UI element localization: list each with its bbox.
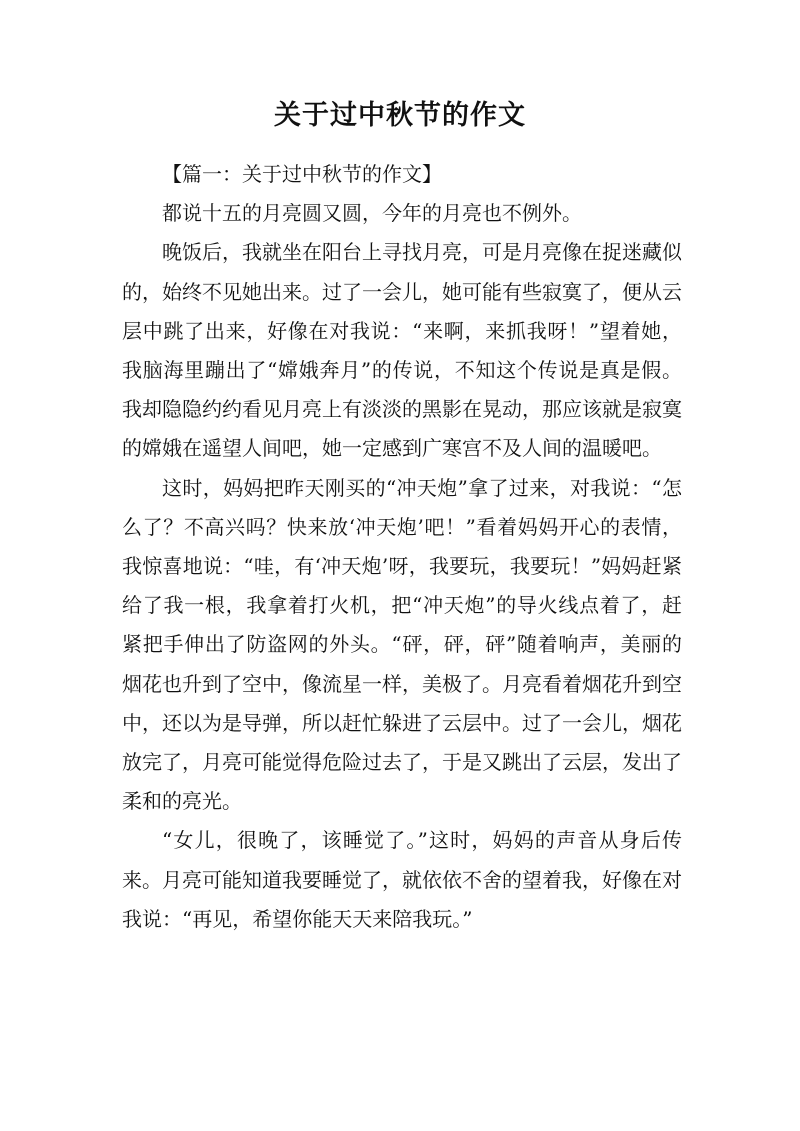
paragraph: 这时，妈妈把昨天刚买的“冲天炮”拿了过来，对我说：“怎么了？不高兴吗？快来放‘冲天炮’吧！”看着妈妈开心的表情，我惊喜地说：“哇，有‘冲天炮’呀，我要玩，我要玩！”妈妈赶紧给了我一根，我拿着打火机，把“冲天炮”的导火线点着了，赶紧把手伸出了防盗网的外头。“砰，砰，砰”随着响声，美丽的烟花也升到了空中，像流星一样，美极了。月亮看着烟花升到空中，还以为是导弹，所以赶忙躲进了云层中。过了一会儿，烟花放完了，月亮可能觉得危险过去了，于是又跳出了云层，发出了柔和的亮光。 [122, 475, 682, 814]
document-body [122, 155, 682, 939]
paragraph: 都说十五的月亮圆又圆，今年的月亮也不例外。 [162, 201, 582, 226]
section-heading: 【篇一：关于过中秋节的作文】 [162, 162, 442, 186]
paragraph: 晚饭后，我就坐在阳台上寻找月亮，可是月亮像在捉迷藏似的，始终不见她出来。过了一会儿，她可能有些寂寞了，便从云层中跳了出来，好像在对我说：“来啊，来抓我呀！”望着她，我脑海里蹦出了“嫦娥奔月”的传说，不知这个传说是真是假。我却隐隐约约看见月亮上有淡淡的黑影在晃动，那应该就是寂寞的嫦娥在遥望人间吧，她一定感到广寒宫不及人间的温暖吧。 [122, 240, 682, 461]
document-title: 关于过中秋节的作文 [274, 100, 526, 131]
paragraph: “女儿，很晚了，该睡觉了。”这时，妈妈的声音从身后传来。月亮可能知道我要睡觉了，就依依不舍的望着我，好像在对我说：“再见，希望你能天天来陪我玩。” [122, 828, 682, 931]
